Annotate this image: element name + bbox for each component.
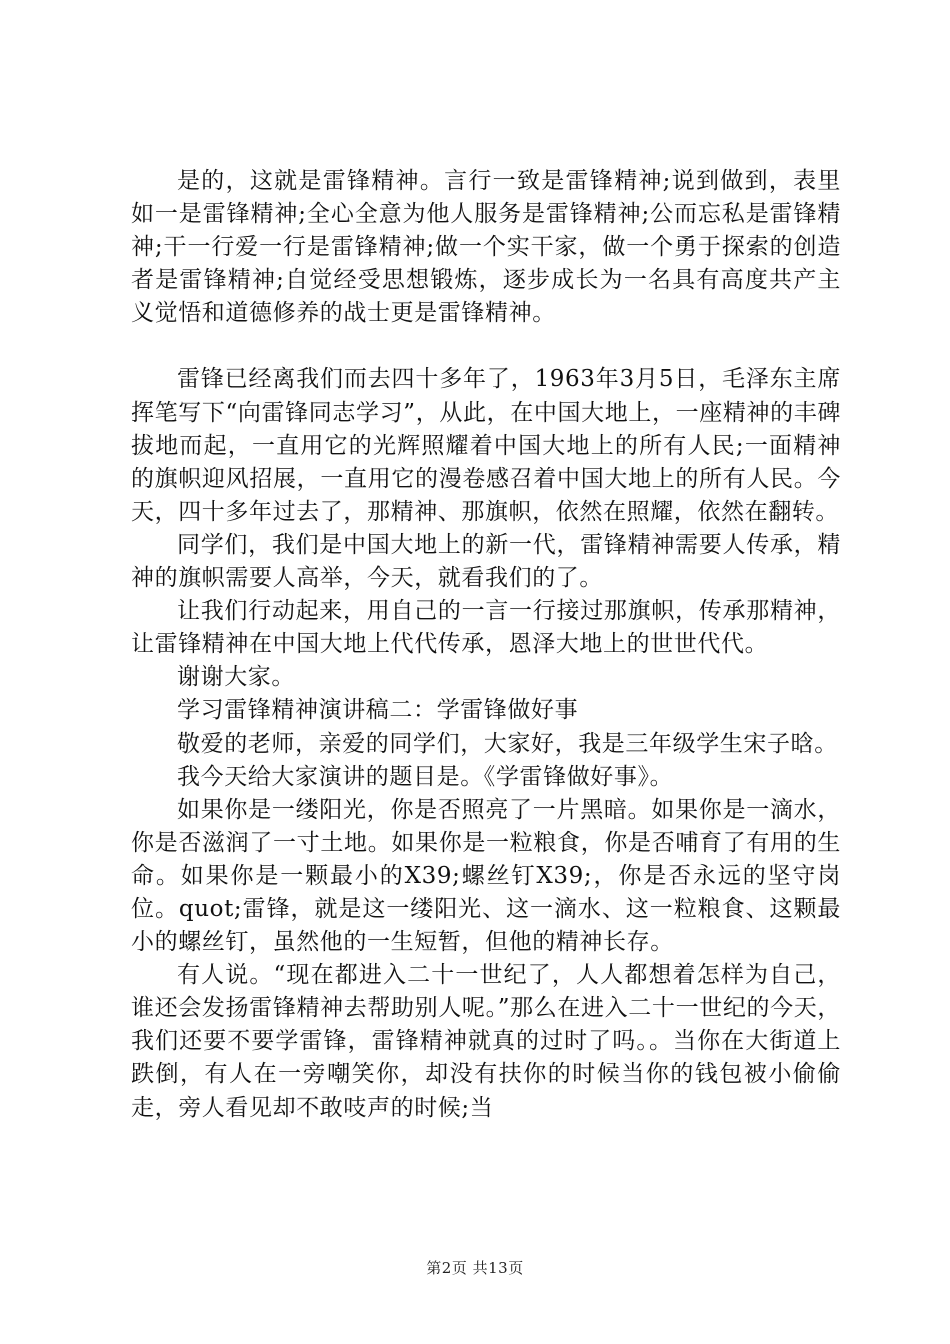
- paragraph-thanks: 谢谢大家。: [177, 664, 295, 691]
- paragraph-sunshine: 如果你是一缕阳光，你是否照亮了一片黑暗。如果你是一滴水，你是否滋润了一寸土地。如果你是一粒粮食，你是否哺育了有用的生命。如果你是一颗最小的X39;螺丝钉X39;，你是否永远的坚守岗位。quot;雷锋，就是这一缕阳光、这一滴水、这一粒粮食、这颗最小的螺丝钉，虽然他的一生短暂，但他的精神长存。: [131, 796, 841, 956]
- speech-two-heading: 学习雷锋精神演讲稿二：学雷锋做好事: [177, 697, 579, 724]
- paragraph-greeting: 敬爱的老师，亲爱的同学们，大家好，我是三年级学生宋子晗。: [177, 730, 838, 757]
- paragraph-forty-years: 雷锋已经离我们而去四十多年了，1963年3月5日，毛泽东主席挥笔写下“向雷锋同志学习”，从此，在中国大地上，一座精神的丰碑拔地而起，一直用它的光辉照耀着中国大地上的所有人民;一面精神的旗帜迎风招展，一直用它的漫卷感召着中国大地上的所有人民。今天，四十多年过去了，那精神、那旗帜，依然在照耀，依然在翻转。: [131, 366, 841, 525]
- paragraph-lei-feng-spirit: 是的，这就是雷锋精神。言行一致是雷锋精神;说到做到，表里如一是雷锋精神;全心全意为他人服务是雷锋精神;公而忘私是雷锋精神;干一行爱一行是雷锋精神;做一个实干家，做一个勇于探索的创造者是雷锋精神;自觉经受思想锻炼，逐步成长为一名具有高度共产主义觉悟和道德修养的战士更是雷锋精神。: [131, 168, 841, 327]
- paragraph-call-to-action: 让我们行动起来，用自己的一言一行接过那旗帜，传承那精神，让雷锋精神在中国大地上代代传承，恩泽大地上的世世代代。: [131, 598, 841, 658]
- paragraph-topic: 我今天给大家演讲的题目是。《学雷锋做好事》。: [177, 763, 674, 790]
- paragraph-21st-century: 有人说。“现在都进入二十一世纪了，人人都想着怎样为自己，谁还会发扬雷锋精神去帮助别人呢。”那么在进入二十一世纪的今天，我们还要不要学雷锋，雷锋精神就真的过时了吗。。当你在大街道上跌倒，有人在一旁嘲笑你，却没有扶你的时候当你的钱包被小偷偷走，旁人看见却不敢吱声的时候;当: [131, 962, 841, 1121]
- page-footer: 第2页 共13页: [426, 1259, 524, 1277]
- body-text: [131, 165, 841, 1125]
- paragraph-new-generation: 同学们，我们是中国大地上的新一代，雷锋精神需要人传承，精神的旗帜需要人高举，今天，就看我们的了。: [131, 531, 841, 592]
